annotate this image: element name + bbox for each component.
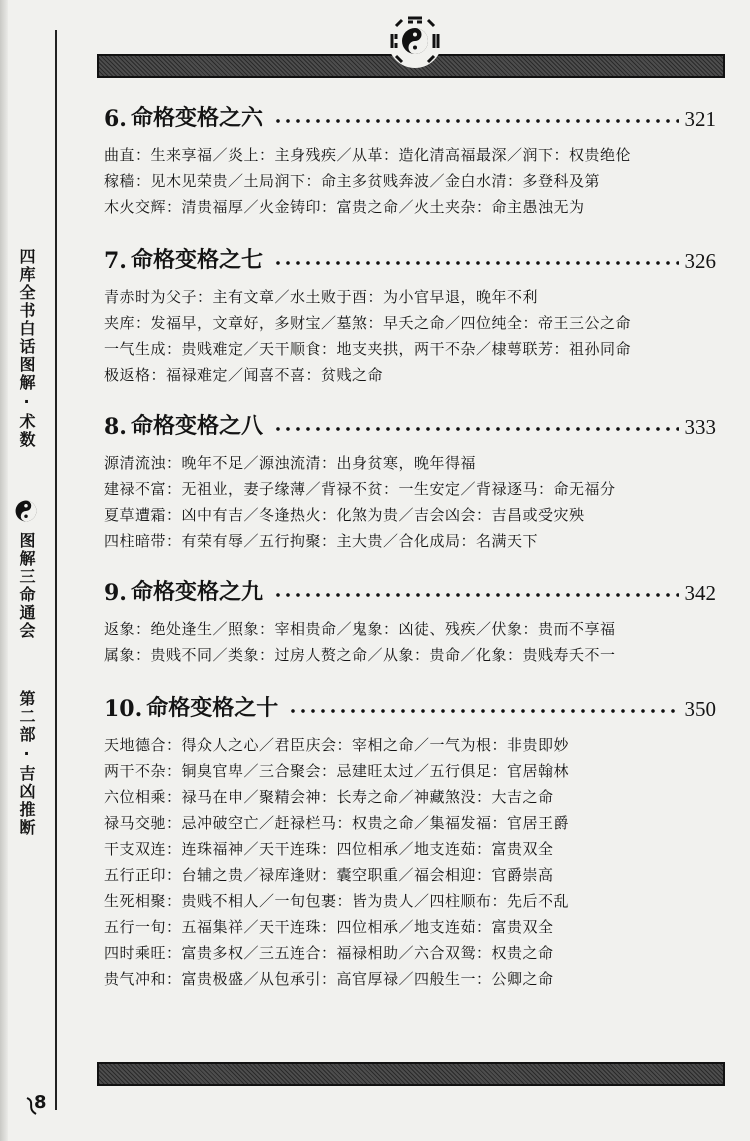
- dot-leader: [273, 260, 679, 266]
- section-page-number: 326: [684, 249, 716, 273]
- section-heading[interactable]: [104, 400, 716, 440]
- sidebar-series-title: [12, 248, 40, 449]
- bottom-decorative-band: [97, 1062, 725, 1086]
- entry-line: 一气生成：贵贱难定／天干顺食：地支夹拱，两干不杂／棣萼联芳：祖孙同命: [104, 340, 632, 358]
- series-title-text: 四库全书白话图解·术数: [17, 248, 36, 449]
- entry-line: 禄马交驰：忌冲破空亡／赶禄栏马：权贵之命／集福发福：官居王爵: [104, 814, 570, 832]
- entry-line: 夏草遭霜：凶中有吉／冬逢热火：化煞为贵／吉会凶会：吉昌或受灾殃: [104, 506, 585, 524]
- toc-section-7: [104, 234, 716, 388]
- entry-line: 建禄不富：无祖业，妻子缘薄／背禄不贫：一生安定／背禄逐马：命无福分: [104, 480, 616, 498]
- part-title-text: 第二部·吉凶推断: [17, 690, 36, 837]
- entry-line: 夹库：发福早，文章好，多财宝／墓煞：早夭之命／四位纯全：帝王三公之命: [104, 314, 632, 332]
- dot-leader: [273, 592, 679, 598]
- entry-line: 生死相聚：贵贱不相人／一旬包裹：皆为贵人／四柱顺布：先后不乱: [104, 892, 570, 910]
- entry-line: 贵气冲和：富贵极盛／从包承引：高官厚禄／四般生一：公卿之命: [104, 970, 554, 988]
- entry-line: 天地德合：得众人之心／君臣庆会：宰相之命／一气为根：非贵即妙: [104, 736, 570, 754]
- entry-line: 干支双连：连珠福神／天干连珠：四位相承／地支连茹：富贵双全: [104, 840, 554, 858]
- dot-leader: [273, 118, 679, 124]
- book-title-text: 图解三命通会: [17, 532, 36, 640]
- entry-line: 源清流浊：晚年不足／源浊流清：出身贫寒，晚年得福: [104, 454, 477, 472]
- section-number: 8.: [104, 414, 127, 440]
- entry-line: 曲直：生来享福／炎上：主身残疾／从革：造化清高福最深／润下：权贵绝伦: [104, 146, 632, 164]
- section-number: 6.: [104, 106, 127, 132]
- section-title: 命格变格之九: [130, 579, 263, 605]
- entry-line: 两干不杂：铜臭官卑／三合聚会：忌建旺太过／五行俱足：官居翰林: [104, 762, 570, 780]
- entry-line: 稼穑：见木见荣贵／土局润下：命主多贫贱奔波／金白水清：多登科及第: [104, 172, 601, 190]
- entry-line: 属象：贵贱不同／类象：过房人赘之命／从象：贵命／化象：贵贱寿夭不一: [104, 646, 616, 664]
- dot-leader: [288, 708, 678, 714]
- section-title: 命格变格之八: [130, 413, 263, 439]
- section-title: 命格变格之十: [146, 695, 279, 721]
- entry-line: 六位相乘：禄马在申／聚精会神：长寿之命／神藏煞没：大吉之命: [104, 788, 554, 806]
- section-page-number: 321: [684, 107, 716, 131]
- section-title: 命格变格之六: [130, 105, 263, 131]
- toc-section-10: [104, 682, 716, 992]
- sidebar-part-title: [12, 690, 40, 837]
- section-page-number: 350: [684, 697, 716, 721]
- entry-line: 五行正印：台辅之贵／禄库逢财：囊空职重／福会相迎：官爵崇高: [104, 866, 554, 884]
- entry-line: 四时乘旺：富贵多权／三五连合：福禄相助／六合双鸳：权贵之命: [104, 944, 554, 962]
- section-heading[interactable]: [104, 682, 716, 722]
- section-page-number: 333: [684, 415, 716, 439]
- dot-leader: [273, 426, 679, 432]
- toc-section-6: [104, 92, 716, 220]
- section-heading[interactable]: [104, 92, 716, 132]
- section-number: 7.: [104, 248, 127, 274]
- entry-line: 青赤时为父子：主有文章／水土败于酉：为小官早退，晚年不利: [104, 288, 539, 306]
- section-number: 9.: [104, 580, 127, 606]
- sidebar-rule: [55, 30, 57, 1110]
- toc-section-8: [104, 400, 716, 554]
- table-of-contents: [104, 92, 716, 992]
- section-title: 命格变格之七: [130, 247, 263, 273]
- entry-line: 返象：绝处逢生／照象：宰相贵命／鬼象：凶徒、残疾／伏象：贵而不享福: [104, 620, 616, 638]
- page-number: 8: [34, 1092, 47, 1113]
- section-heading[interactable]: [104, 234, 716, 274]
- bagua-emblem-icon: [388, 14, 442, 68]
- entry-line: 四柱暗带：有荣有辱／五行拘聚：主大贵／合化成局：名满天下: [104, 532, 539, 550]
- sidebar: [0, 0, 62, 1141]
- section-heading[interactable]: [104, 566, 716, 606]
- section-page-number: 342: [684, 581, 716, 605]
- section-number: 10.: [104, 696, 143, 722]
- taiji-icon: [15, 500, 37, 522]
- toc-section-9: [104, 566, 716, 668]
- entry-line: 五行一旬：五福集祥／天干连珠：四位相承／地支连茹：富贵双全: [104, 918, 554, 936]
- entry-line: 极返格：福禄难定／闻喜不喜：贫贱之命: [104, 366, 384, 384]
- entry-line: 木火交辉：清贵福厚／火金铸印：富贵之命／火土夹杂：命主愚浊无为: [104, 198, 585, 216]
- sidebar-book-title: [12, 532, 40, 640]
